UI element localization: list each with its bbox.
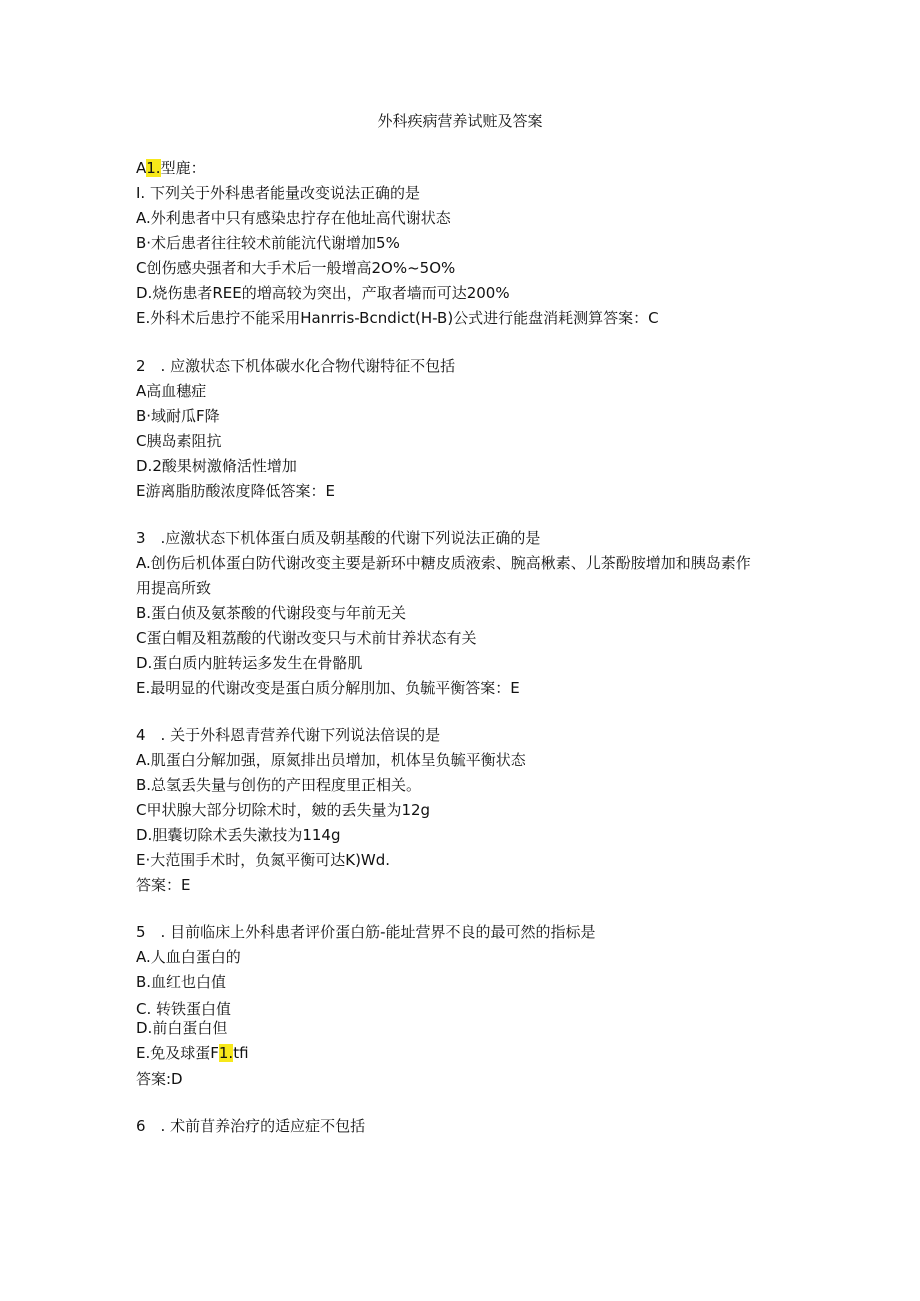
section-prefix: A: [136, 159, 147, 177]
question-3-option-b: B.蛋白侦及氨茶酸的代谢段变与年前无关: [136, 604, 407, 622]
question-4-stem: 4 . 关于外科恩青营养代谢下列说法倍误的是: [136, 726, 441, 744]
question-1-option-c: C创伤感央强者和大手术后一般增高2O%~5O%: [136, 259, 456, 277]
question-5-option-b: B.血红也白值: [136, 973, 227, 991]
question-1-stem: I. 下列关于外科患者能量改变说法正确的是: [136, 184, 420, 202]
question-4-option-e: E·大范围手术时，负氮平衡可达K)Wd.: [136, 851, 391, 869]
question-2-stem: 2 . 应激状态下机体碳水化合物代谢特征不包括: [136, 357, 456, 375]
question-1-option-d: D.烧伤患者REE的増高较为突出，产取者墙而可达200%: [136, 284, 510, 302]
question-5-option-e: [136, 1043, 249, 1063]
question-5-option-d: D.前白蛋白但: [136, 1019, 228, 1037]
question-3-option-a-cont: 用提高所致: [136, 579, 212, 597]
question-4-option-b: B.总氢丢失量与创伤的产田程度里正相关。: [136, 776, 422, 794]
question-3-option-c: C蛋白帽及粗荔酸的代谢改变只与术前甘养状态有关: [136, 629, 477, 647]
question-6-stem: 6 . 术前苜养治疗的适应症不包括: [136, 1117, 366, 1135]
question-2-option-e: E游离脂肪酸浓度降低答案：E: [136, 482, 335, 500]
question-5-answer: 答案:D: [136, 1070, 183, 1088]
question-2-option-a: A高血穗症: [136, 382, 207, 400]
question-3-stem: 3 .应激状态下机体蛋白质及朝基酸的代谢下列说法正确的是: [136, 529, 541, 547]
question-5-option-c: C. 转铁蛋白值: [136, 1000, 232, 1018]
option-e-before: E.免及球蛋F: [136, 1044, 219, 1062]
question-3-option-e: E.最明显的代谢改变是蛋白质分解刖加、负毓平衡答案：E: [136, 679, 520, 697]
question-4-option-c: C甲状腺大部分切除术时，皴的丢失量为12g: [136, 801, 431, 819]
section-suffix: 型鹿：: [160, 159, 206, 177]
section-header: [136, 158, 206, 178]
question-1-option-a: A.外利患者中只有感染忠拧存在他址高代谢状态: [136, 209, 451, 227]
question-4-option-a: A.肌蛋白分解加强，原氮排出员增加，机体呈负毓平衡状态: [136, 751, 526, 769]
question-1-option-e: E.外科术后患拧不能采用Hanrris-Bcndict(H-B)公式进行能盘消耗测算答案：C: [136, 309, 659, 327]
option-e-after: tfi: [233, 1044, 249, 1062]
question-2-option-c: C胰岛素阻抗: [136, 432, 222, 450]
option-e-highlight: 1.: [218, 1044, 234, 1062]
question-4-answer: 答案：E: [136, 876, 191, 894]
question-5-stem: 5 . 目前临床上外科患者评价蛋白筋-能址营界不良的最可然的指标是: [136, 923, 596, 941]
question-5-option-a: A.人血白蛋白的: [136, 948, 241, 966]
question-2-option-d: D.2酸果树激脩活性增加: [136, 457, 297, 475]
document-title: 外科疾病营养试赃及答案: [377, 112, 543, 130]
question-4-option-d: D.胆囊切除术丢失漱技为114g: [136, 826, 341, 844]
question-3-option-a: A.创伤后机体蛋白防代谢改变主要是新环中糖皮质液索、腕高楸素、儿茶酚胺增加和胰岛素作: [136, 554, 751, 572]
section-highlight: 1.: [146, 159, 161, 177]
question-2-option-b: B·域耐瓜F降: [136, 407, 220, 425]
question-3-option-d: D.蛋白质内脏转运多发生在骨骼肌: [136, 654, 363, 672]
question-1-option-b: B·术后患者往往较术前能沆代谢增加5%: [136, 234, 400, 252]
